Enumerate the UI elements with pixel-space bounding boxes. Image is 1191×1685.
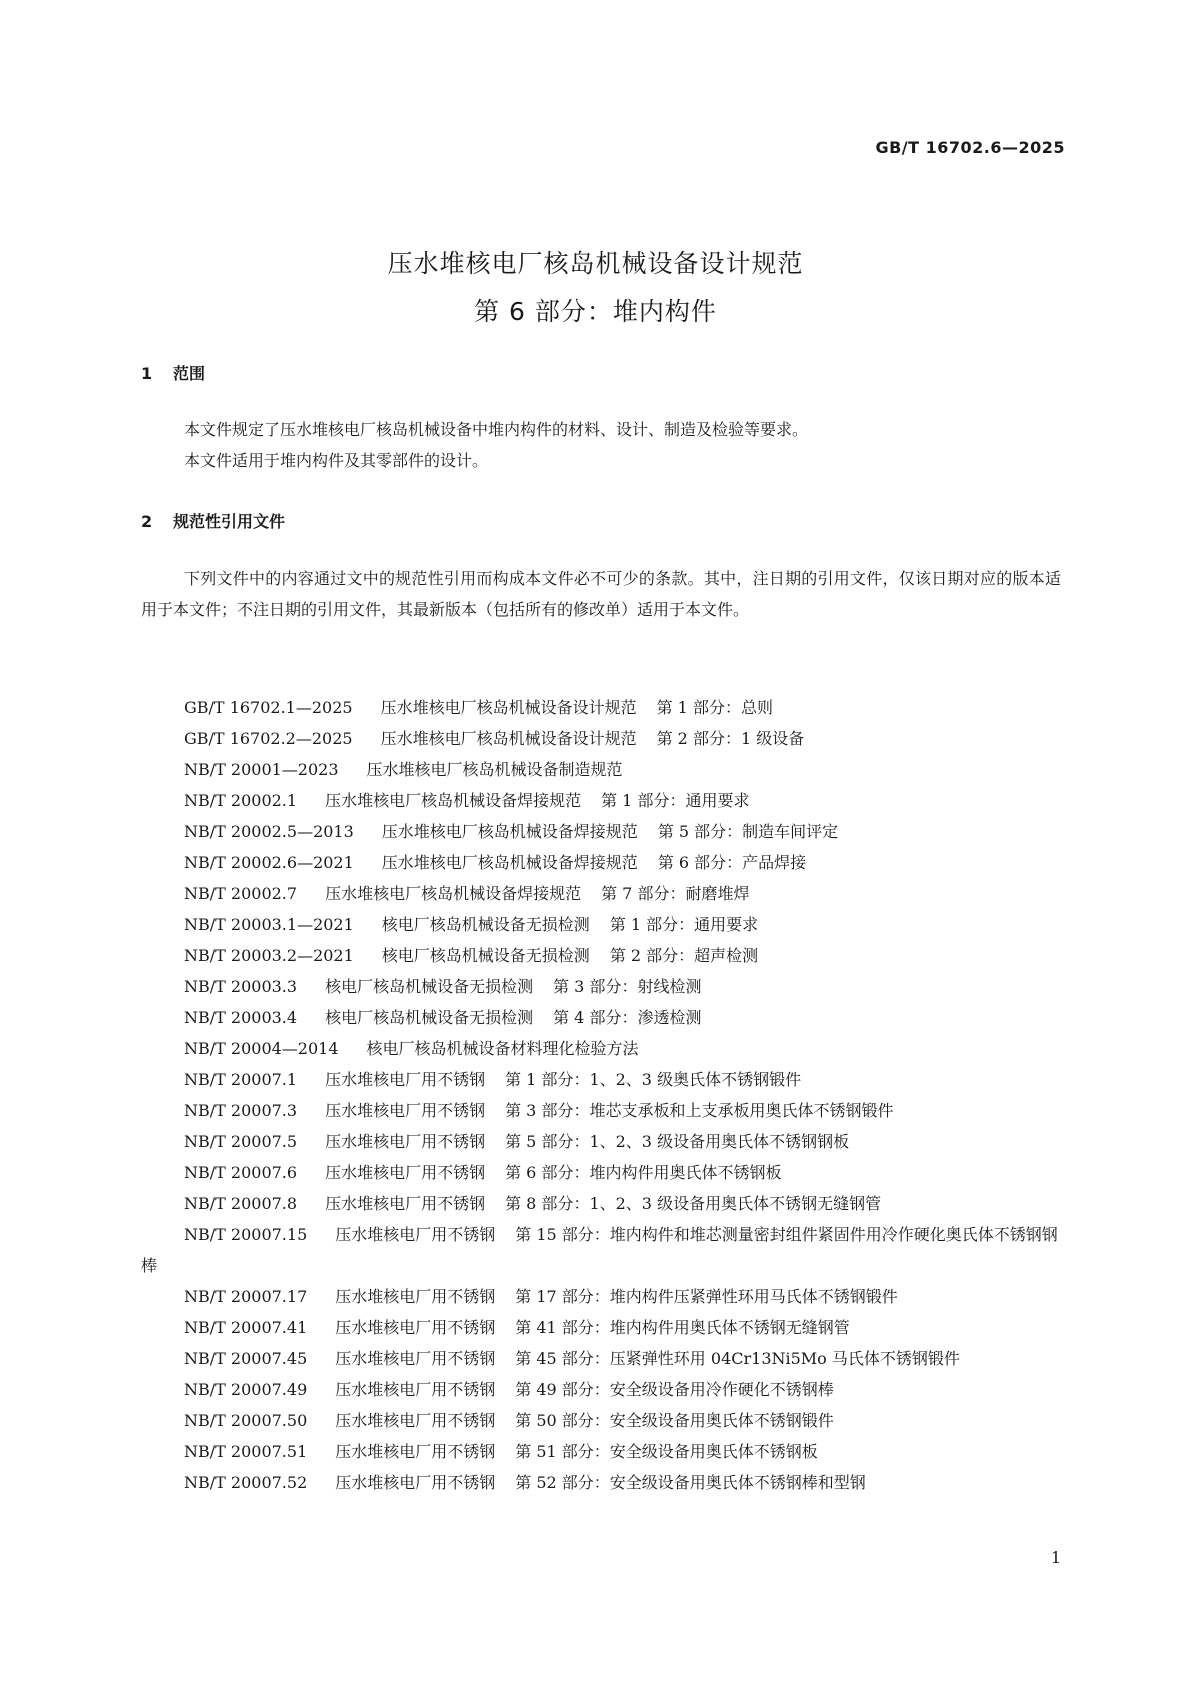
reference-code: NB/T 20007.15: [184, 1225, 308, 1244]
reference-item: [141, 1188, 1061, 1219]
reference-part: 第 3 部分：堆芯支承板和上支承板用奥氏体不锈钢锻件: [505, 1101, 894, 1120]
section-1-title: 范围: [173, 364, 206, 383]
reference-part: 第 50 部分：安全级设备用奥氏体不锈钢锻件: [515, 1411, 834, 1430]
reference-item: [141, 723, 1061, 754]
reference-part: 第 1 部分：总则: [656, 698, 773, 717]
reference-item: [141, 785, 1061, 816]
reference-item: [141, 1095, 1061, 1126]
reference-item: [141, 1033, 1061, 1064]
reference-part: 第 51 部分：安全级设备用奥氏体不锈钢板: [515, 1442, 818, 1461]
reference-code: NB/T 20007.52: [184, 1473, 308, 1492]
reference-title: 压水堆核电厂用不锈钢: [325, 1101, 486, 1120]
reference-item: [141, 878, 1061, 909]
reference-title: 压水堆核电厂用不锈钢: [325, 1132, 486, 1151]
section-1-number: 1: [141, 364, 153, 383]
section-2-heading: [141, 509, 285, 532]
reference-title: 压水堆核电厂用不锈钢: [335, 1318, 496, 1337]
reference-item: [141, 1219, 1061, 1281]
reference-title: 压水堆核电厂核岛机械设备焊接规范: [381, 822, 638, 841]
title-line-2: 第 6 部分：堆内构件: [474, 297, 717, 326]
reference-title: 压水堆核电厂用不锈钢: [335, 1287, 496, 1306]
reference-title: 压水堆核电厂用不锈钢: [335, 1349, 496, 1368]
reference-title: 压水堆核电厂核岛机械设备焊接规范: [325, 884, 582, 903]
reference-code: NB/T 20007.17: [184, 1287, 308, 1306]
reference-code: NB/T 20007.41: [184, 1318, 308, 1337]
reference-code: NB/T 20007.3: [184, 1101, 298, 1120]
page-number: 1: [1050, 1548, 1061, 1567]
reference-title: 核电厂核岛机械设备无损检测: [381, 946, 590, 965]
reference-code: NB/T 20007.45: [184, 1349, 308, 1368]
reference-item: [141, 1157, 1061, 1188]
reference-code: NB/T 20003.3: [184, 977, 298, 996]
reference-item: [141, 1312, 1061, 1343]
reference-part: 第 4 部分：渗透检测: [553, 1008, 702, 1027]
reference-item: [141, 1002, 1061, 1033]
reference-code: GB/T 16702.2—2025: [184, 729, 353, 748]
reference-title: 压水堆核电厂核岛机械设备设计规范: [380, 729, 637, 748]
reference-item: [141, 1126, 1061, 1157]
reference-part: 第 5 部分：1、2、3 级设备用奥氏体不锈钢钢板: [505, 1132, 850, 1151]
reference-code: NB/T 20003.4: [184, 1008, 298, 1027]
reference-title: 核电厂核岛机械设备材料理化检验方法: [366, 1039, 639, 1058]
reference-title: 核电厂核岛机械设备无损检测: [381, 915, 590, 934]
reference-item: [141, 1343, 1061, 1374]
reference-title: 压水堆核电厂用不锈钢: [335, 1380, 496, 1399]
reference-code: NB/T 20002.1: [184, 791, 298, 810]
reference-title: 压水堆核电厂用不锈钢: [325, 1194, 486, 1213]
reference-part: 第 49 部分：安全级设备用冷作硬化不锈钢棒: [515, 1380, 834, 1399]
title-line-1: 压水堆核电厂核岛机械设备设计规范: [387, 249, 804, 278]
reference-code: NB/T 20002.6—2021: [184, 853, 354, 872]
reference-title: 压水堆核电厂用不锈钢: [325, 1163, 486, 1182]
reference-part: 第 5 部分：制造车间评定: [657, 822, 839, 841]
reference-part: 第 2 部分：超声检测: [609, 946, 759, 965]
reference-code: NB/T 20007.5: [184, 1132, 298, 1151]
reference-title: 压水堆核电厂核岛机械设备焊接规范: [381, 853, 638, 872]
reference-item: [141, 1064, 1061, 1095]
reference-item: [141, 1374, 1061, 1405]
reference-item: [141, 1281, 1061, 1312]
reference-item: [141, 754, 1061, 785]
reference-title: 压水堆核电厂用不锈钢: [335, 1225, 496, 1244]
reference-item: [141, 1405, 1061, 1436]
reference-part: 第 1 部分：通用要求: [609, 915, 759, 934]
reference-part: 第 41 部分：堆内构件用奥氏体不锈钢无缝钢管: [515, 1318, 850, 1337]
reference-code: NB/T 20007.51: [184, 1442, 308, 1461]
reference-title: 核电厂核岛机械设备无损检测: [325, 977, 534, 996]
section-1-paragraph-2: 本文件适用于堆内构件及其零部件的设计。: [184, 451, 489, 470]
reference-item: [141, 940, 1061, 971]
standard-number: GB/T 16702.6—2025: [875, 138, 1065, 157]
reference-item: [141, 971, 1061, 1002]
reference-list: [141, 692, 1061, 1498]
section-2-intro: 下列文件中的内容通过文中的规范性引用而构成本文件必不可少的条款。其中，注日期的引用文件，仅该日期对应的版本适用于本文件；不注日期的引用文件，其最新版本（包括所有的修改单）适用于本文件。: [141, 569, 1061, 619]
reference-part: 第 6 部分：堆内构件用奥氏体不锈钢板: [505, 1163, 782, 1182]
reference-code: NB/T 20007.8: [184, 1194, 298, 1213]
section-2-title: 规范性引用文件: [173, 512, 286, 531]
reference-code: NB/T 20002.7: [184, 884, 298, 903]
reference-part: 第 15 部分：堆内构件和堆芯测量密封组件紧固件用冷作硬化奥氏体不锈钢钢棒: [141, 1225, 1058, 1275]
reference-title: 压水堆核电厂核岛机械设备焊接规范: [325, 791, 582, 810]
reference-part: 第 7 部分：耐磨堆焊: [601, 884, 750, 903]
reference-code: NB/T 20007.6: [184, 1163, 298, 1182]
reference-title: 压水堆核电厂核岛机械设备制造规范: [366, 760, 623, 779]
reference-part: 第 1 部分：1、2、3 级奥氏体不锈钢锻件: [505, 1070, 802, 1089]
reference-code: NB/T 20003.1—2021: [184, 915, 354, 934]
reference-title: 压水堆核电厂用不锈钢: [335, 1473, 496, 1492]
reference-part: 第 1 部分：通用要求: [601, 791, 750, 810]
reference-part: 第 6 部分：产品焊接: [657, 853, 807, 872]
reference-item: [141, 1467, 1061, 1498]
reference-code: GB/T 16702.1—2025: [184, 698, 353, 717]
reference-item: [141, 909, 1061, 940]
reference-title: 压水堆核电厂核岛机械设备设计规范: [380, 698, 637, 717]
section-2-number: 2: [141, 512, 153, 531]
reference-code: NB/T 20003.2—2021: [184, 946, 354, 965]
reference-code: NB/T 20007.49: [184, 1380, 308, 1399]
reference-part: 第 8 部分：1、2、3 级设备用奥氏体不锈钢无缝钢管: [505, 1194, 882, 1213]
reference-item: [141, 816, 1061, 847]
reference-code: NB/T 20004—2014: [184, 1039, 339, 1058]
reference-part: 第 3 部分：射线检测: [553, 977, 702, 996]
reference-part: 第 17 部分：堆内构件压紧弹性环用马氏体不锈钢锻件: [515, 1287, 898, 1306]
reference-code: NB/T 20002.5—2013: [184, 822, 354, 841]
reference-part: 第 45 部分：压紧弹性环用 04Cr13Ni5Mo 马氏体不锈钢锻件: [515, 1349, 960, 1368]
reference-code: NB/T 20001—2023: [184, 760, 339, 779]
reference-title: 压水堆核电厂用不锈钢: [325, 1070, 486, 1089]
reference-item: [141, 692, 1061, 723]
reference-part: 第 2 部分：1 级设备: [656, 729, 805, 748]
reference-title: 压水堆核电厂用不锈钢: [335, 1411, 496, 1430]
reference-title: 核电厂核岛机械设备无损检测: [325, 1008, 534, 1027]
reference-code: NB/T 20007.50: [184, 1411, 308, 1430]
reference-item: [141, 1436, 1061, 1467]
section-1-paragraph-1: 本文件规定了压水堆核电厂核岛机械设备中堆内构件的材料、设计、制造及检验等要求。: [184, 420, 809, 439]
reference-code: NB/T 20007.1: [184, 1070, 298, 1089]
reference-item: [141, 847, 1061, 878]
document-title: [0, 240, 1191, 336]
reference-title: 压水堆核电厂用不锈钢: [335, 1442, 496, 1461]
section-1-heading: [141, 361, 205, 384]
reference-part: 第 52 部分：安全级设备用奥氏体不锈钢棒和型钢: [515, 1473, 866, 1492]
